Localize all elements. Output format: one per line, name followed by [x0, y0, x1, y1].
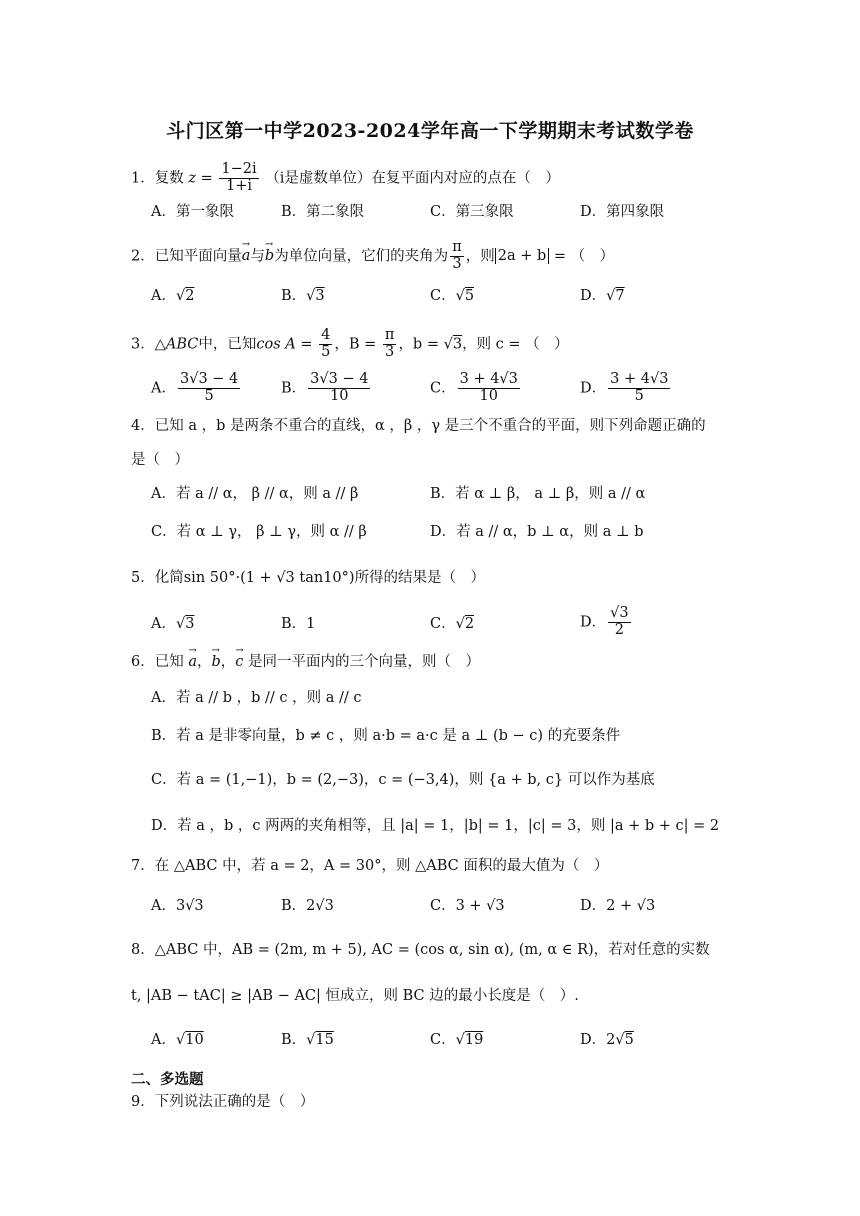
- option-c: C．√5: [430, 288, 475, 304]
- option-c: C．第三象限: [430, 204, 514, 220]
- option-d: D．若 a // α，b ⊥ α，则 a ⊥ b: [430, 524, 644, 540]
- question-number: 1．: [131, 170, 155, 187]
- option-c: C．√19: [430, 1032, 484, 1048]
- option-b: B．若 a 是非零向量，b ≠ c ，则 a·b = a·c 是 a ⊥ (b − c) 的充要条件: [151, 728, 621, 744]
- option-d: D．2 + √3: [580, 898, 656, 914]
- option-a: A．√2: [151, 288, 195, 304]
- question-6: 6．已知 → a，→ b，→ c 是同一平面内的三个向量，则（ ）: [131, 652, 480, 672]
- fraction: $\frac{1-2i}{1+i}$: [221, 161, 257, 194]
- option-d: D．若 a ，b ，c 两两的夹角相等，且 |a| = 1，|b| = 1，|c| = 3，则 |a + b + c| = 2: [151, 818, 720, 834]
- question-7: 7．在 △ABC 中，若 a = 2，A = 30°，则 △ABC 面积的最大值为（ ）: [131, 858, 609, 874]
- question-5: 5．化简sin 50°·(1 + √3 tan10°)所得的结果是（ ）: [131, 570, 486, 586]
- option-d: D． $\frac{3 + 4√3}{5}$: [580, 371, 669, 404]
- option-a: A．若 a // b ，b // c ，则 a // c: [151, 690, 362, 706]
- question-4-cont: 是（ ）: [131, 452, 189, 468]
- question-8: 8．△ABC 中，AB = (2m, m + 5), AC = (cos α, sin α), (m, α ∈ R)，若对任意的实数: [131, 942, 710, 958]
- option-b: B． $\frac{3√3 - 4}{10}$: [281, 371, 369, 404]
- option-b: B．若 α ⊥ β， a ⊥ β，则 a // α: [430, 486, 646, 502]
- question-8-cont: t, |AB − tAC| ≥ |AB − AC| 恒成立，则 BC 边的最小长度是（ ）.: [131, 988, 579, 1004]
- option-a: A．第一象限: [151, 204, 234, 220]
- option-c: C．若 a = (1,−1)，b = (2,−3)，c = (−3,4)，则 {a + b, c} 可以作为基底: [151, 772, 655, 788]
- option-c: C．√2: [430, 616, 475, 632]
- page-title: 斗门区第一中学2023-2024学年高一下学期期末考试数学卷: [166, 120, 694, 142]
- option-a: A．√3: [151, 616, 195, 632]
- question-4: 4．已知 a ，b 是两条不重合的直线，α ，β ，γ 是三个不重合的平面，则下列命题正确的: [131, 418, 706, 434]
- option-a: A．若 a // α， β // α，则 a // β: [151, 486, 359, 502]
- option-a: A． $\frac{3√3 - 4}{5}$: [151, 371, 239, 404]
- option-c: C． $\frac{3 + 4√3}{10}$: [430, 371, 518, 404]
- option-a: A．3√3: [151, 898, 204, 914]
- option-d: D．2√5: [580, 1032, 634, 1048]
- option-a: A．√10: [151, 1032, 204, 1048]
- option-c: C．3 + √3: [430, 898, 505, 914]
- option-b: B．2√3: [281, 898, 334, 914]
- option-d: D．第四象限: [580, 204, 665, 220]
- option-b: B．第二象限: [281, 204, 365, 220]
- option-d: D． $\frac{√3}{2}$: [580, 605, 629, 638]
- option-c: C．若 α ⊥ γ， β ⊥ γ，则 α // β: [151, 524, 367, 540]
- question-1: 1．复数 z = $\frac{1-2i}{1+i}$ （i是虚数单位）在复平面内对应的点在（ ）: [131, 161, 560, 194]
- question-3: 3．△ABC中，已知cos A = $\frac{4}{5}$ ，B = $\frac{\pi}{3}$ ，b = √3，则 c = （ ）: [131, 327, 569, 360]
- option-b: B．√15: [281, 1032, 334, 1048]
- question-2: 2．已知平面向量→ a与→ b为单位向量，它们的夹角为 $\frac{\pi}{3}$ ，则 2a + b = （ ）: [131, 240, 614, 273]
- question-9: 9．下列说法正确的是（ ）: [131, 1094, 315, 1110]
- section-heading: 二、多选题: [131, 1071, 204, 1088]
- option-b: B．1: [281, 616, 316, 632]
- option-d: D．√7: [580, 288, 625, 304]
- option-b: B．√3: [281, 288, 325, 304]
